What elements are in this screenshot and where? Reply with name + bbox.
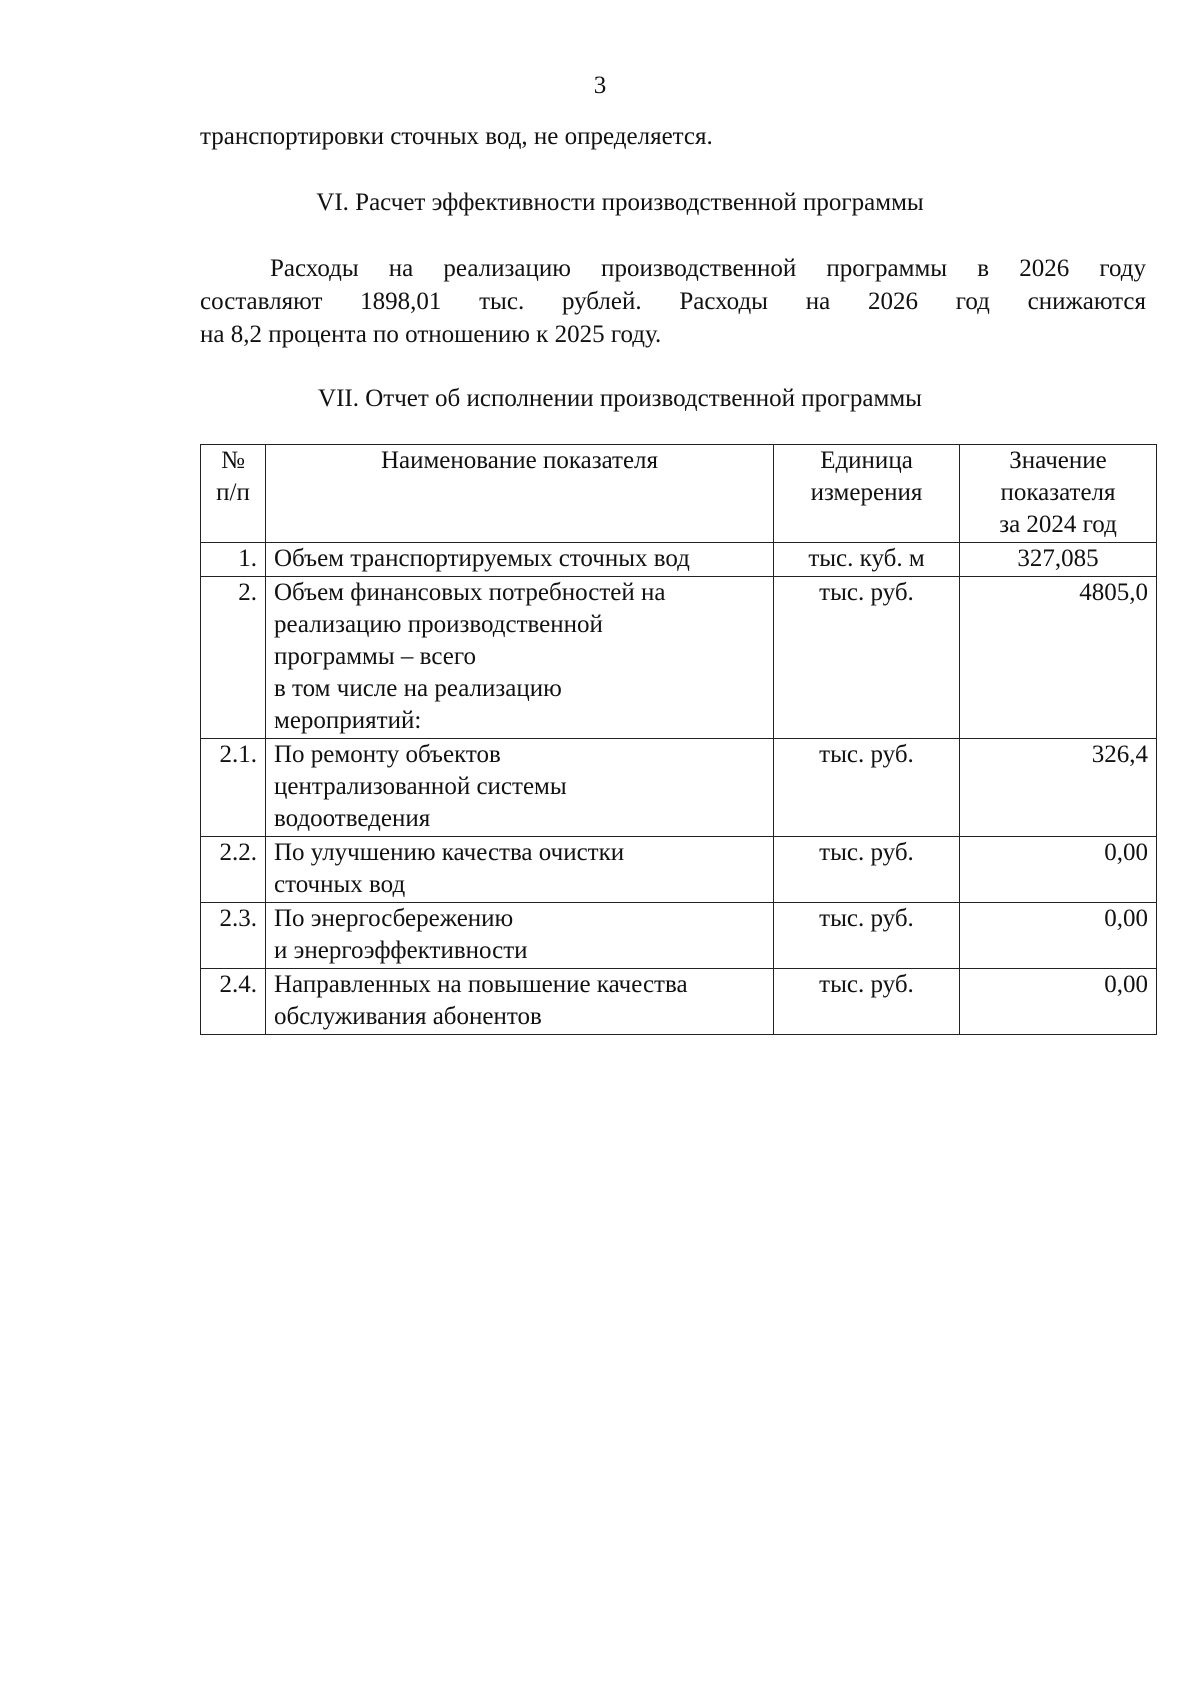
row-value: 0,00 (960, 969, 1157, 1035)
section-7-title: VII. Отчет об исполнении производственной программы (318, 385, 922, 412)
row-name (266, 543, 774, 577)
header-unit-line-2: измерения (810, 479, 923, 506)
header-value (960, 445, 1157, 543)
row-name-line: обслуживания абонентов (274, 1003, 542, 1030)
row-name-line: Объем финансовых потребностей на (274, 579, 666, 606)
row-name-line: Объем транспортируемых сточных вод (274, 545, 690, 572)
header-unit (774, 445, 960, 543)
row-value: 327,085 (960, 543, 1157, 577)
header-number (201, 445, 266, 543)
row-name-line: и энергоэффективности (274, 937, 528, 964)
header-value-line-3: за 2024 год (999, 511, 1117, 538)
row-name-line: реализацию производственной (274, 611, 603, 638)
row-unit: тыс. руб. (774, 969, 960, 1035)
row-name-line: мероприятий: (274, 707, 422, 734)
header-name (266, 445, 774, 543)
header-number-line-1: № (221, 447, 245, 474)
report-table (200, 444, 1157, 1035)
header-number-line-2: п/п (216, 479, 250, 506)
row-name (266, 837, 774, 903)
row-unit: тыс. руб. (774, 739, 960, 837)
table-row (201, 577, 1157, 739)
row-number: 2.1. (201, 739, 266, 837)
table-row (201, 543, 1157, 577)
row-name (266, 969, 774, 1035)
table-row (201, 969, 1157, 1035)
header-name-text: Наименование показателя (380, 447, 659, 474)
row-name-line: в том числе на реализацию (274, 675, 562, 702)
section-6-paragraph-line-3: на 8,2 процента по отношению к 2025 году. (200, 321, 662, 348)
row-name-line: Направленных на повышение качества (274, 971, 688, 998)
row-number: 2.4. (201, 969, 266, 1035)
row-name (266, 739, 774, 837)
row-unit: тыс. руб. (774, 903, 960, 969)
row-unit: тыс. руб. (774, 837, 960, 903)
row-name-line: централизованной системы (274, 773, 567, 800)
intro-line: транспортировки сточных вод, не определяется. (200, 123, 713, 150)
row-name-line: По улучшению качества очистки (274, 839, 625, 866)
row-unit: тыс. куб. м (774, 543, 960, 577)
table-header-row (201, 445, 1157, 543)
header-unit-line-1: Единица (820, 447, 913, 474)
row-name-line: По ремонту объектов (274, 741, 501, 768)
row-value: 0,00 (960, 903, 1157, 969)
section-6-title: VI. Расчет эффективности производственной программы (316, 189, 924, 216)
row-name-line: По энергосбережению (274, 905, 514, 932)
page-number: 3 (593, 72, 607, 99)
row-name (266, 577, 774, 739)
table-row (201, 739, 1157, 837)
row-name (266, 903, 774, 969)
row-unit: тыс. руб. (774, 577, 960, 739)
section-6-paragraph-line-1: Расходы на реализацию производственной программы в 2026 году (270, 255, 1146, 282)
header-value-line-1: Значение (1009, 447, 1107, 474)
row-value: 326,4 (960, 739, 1157, 837)
row-number: 2.2. (201, 837, 266, 903)
section-6-paragraph-line-2: составляют 1898,01 тыс. рублей. Расходы на 2026 год снижаются (200, 288, 1146, 315)
header-value-line-2: показателя (1000, 479, 1116, 506)
row-number: 2.3. (201, 903, 266, 969)
row-value: 4805,0 (960, 577, 1157, 739)
row-number: 2. (201, 577, 266, 739)
row-name-line: водоотведения (274, 805, 431, 832)
row-name-line: программы – всего (274, 643, 476, 670)
table-row (201, 837, 1157, 903)
table-row (201, 903, 1157, 969)
row-name-line: сточных вод (274, 871, 406, 898)
row-number: 1. (201, 543, 266, 577)
row-value: 0,00 (960, 837, 1157, 903)
